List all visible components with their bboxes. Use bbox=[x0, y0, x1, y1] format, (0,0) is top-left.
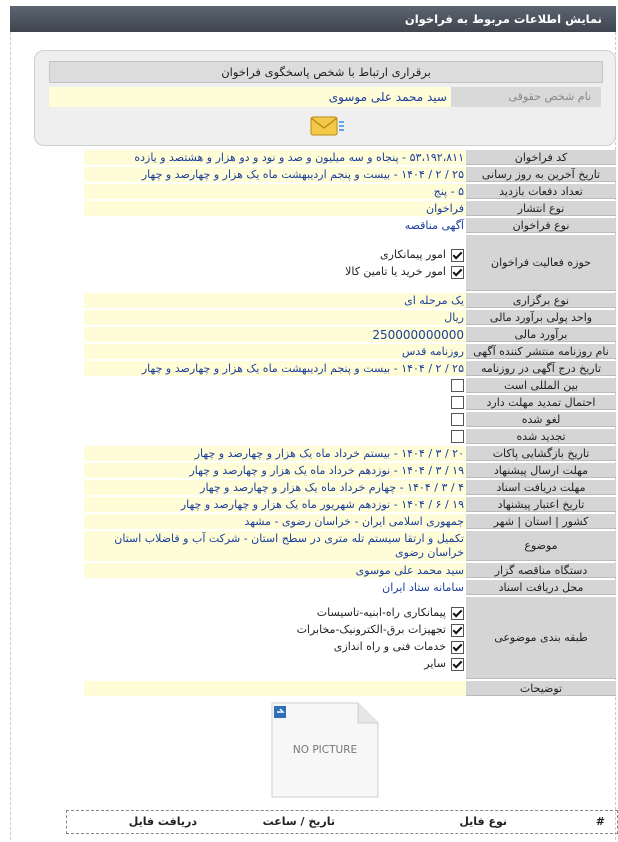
category-item bbox=[84, 621, 464, 638]
label-location: کشور | استان | شهر bbox=[466, 514, 616, 529]
value-notes bbox=[84, 681, 466, 696]
row-hold-type bbox=[84, 293, 616, 308]
mail-icon[interactable] bbox=[309, 113, 345, 142]
contact-panel bbox=[34, 50, 616, 146]
row-subject bbox=[84, 531, 616, 561]
value-newspaper: روزنامه قدس bbox=[84, 344, 466, 359]
value-cancel bbox=[84, 412, 466, 427]
contact-value-text: سید محمد علی موسوی bbox=[328, 90, 447, 104]
contact-label-text: نام شخص حقوقی bbox=[508, 90, 591, 103]
row-doc-deadline bbox=[84, 480, 616, 495]
label-doc-place: محل دریافت اسناد bbox=[466, 580, 616, 595]
label-last-update: تاریخ آخرین به روز رسانی bbox=[466, 167, 616, 182]
value-news-date: ۲۵ / ۲ / ۱۴۰۴ - بیست و پنجم اردیبهشت ماه یک هزار و چهارصد و چهار bbox=[84, 361, 466, 376]
value-validity: ۱۹ / ۶ / ۱۴۰۴ - نوزدهم شهریور ماه یک هزار و چهارصد و چهار bbox=[84, 497, 466, 512]
row-category bbox=[84, 597, 616, 679]
row-last-update bbox=[84, 167, 616, 182]
label-cancel: لغو شده bbox=[466, 412, 616, 427]
value-currency: ریال bbox=[84, 310, 466, 325]
label-category: طبقه بندی موضوعی bbox=[466, 597, 616, 679]
label-code: کد فراخوان bbox=[466, 150, 616, 165]
label-pub-type: نوع انتشار bbox=[466, 201, 616, 216]
label-scope: حوزه فعالیت فراخوان bbox=[466, 235, 616, 291]
label-renew: تجدید شده bbox=[466, 429, 616, 444]
scope-item bbox=[84, 263, 464, 280]
row-call-type bbox=[84, 218, 616, 233]
row-validity bbox=[84, 497, 616, 512]
value-extend bbox=[84, 395, 466, 410]
label-newspaper: نام روزنامه منتشر کننده آگهی bbox=[466, 344, 616, 359]
category-item bbox=[84, 604, 464, 621]
cancel-checkbox[interactable] bbox=[451, 413, 464, 426]
row-code bbox=[84, 150, 616, 165]
value-code: ۵۳،۱۹۲،۸۱۱ - پنجاه و سه میلیون و صد و نود و دو هزار و هشتصد و یازده bbox=[84, 150, 466, 165]
category-item-label: پیمانکاری راه-ابنیه-تاسیسات bbox=[316, 606, 446, 619]
label-intl: بین المللی است bbox=[466, 378, 616, 393]
value-doc-place: سامانه ستاد ایران bbox=[84, 580, 466, 595]
page-title-bar bbox=[10, 6, 616, 32]
col-date-time: تاریخ / ساعت bbox=[262, 815, 335, 828]
row-intl bbox=[84, 378, 616, 393]
value-organizer: سید محمد علی موسوی bbox=[84, 563, 466, 578]
category-item bbox=[84, 638, 464, 655]
category-item-label: تجهیزات برق-الکترونیک-مخابرات bbox=[296, 623, 446, 636]
value-location: جمهوری اسلامی ایران - خراسان رضوی - مشهد bbox=[84, 514, 466, 529]
contact-heading: برقراری ارتباط با شخص پاسخگوی فراخوان bbox=[49, 61, 603, 83]
row-organizer bbox=[84, 563, 616, 578]
value-renew bbox=[84, 429, 466, 444]
call-info-table bbox=[84, 148, 616, 698]
category-item-label: سایر bbox=[424, 657, 446, 670]
value-send-deadline: ۱۹ / ۳ / ۱۴۰۴ - نوزدهم خرداد ماه یک هزار و چهارصد و چهار bbox=[84, 463, 466, 478]
category-checkbox[interactable] bbox=[451, 658, 464, 671]
category-item-label: خدمات فنی و راه اندازی bbox=[333, 640, 446, 653]
row-news-date bbox=[84, 361, 616, 376]
label-doc-deadline: مهلت دریافت اسناد bbox=[466, 480, 616, 495]
scope-item bbox=[84, 246, 464, 263]
row-visits bbox=[84, 184, 616, 199]
category-checkbox[interactable] bbox=[451, 641, 464, 654]
label-call-type: نوع فراخوان bbox=[466, 218, 616, 233]
label-currency: واحد پولی برآورد مالی bbox=[466, 310, 616, 325]
row-renew bbox=[84, 429, 616, 444]
value-doc-deadline: ۴ / ۳ / ۱۴۰۴ - چهارم خرداد ماه یک هزار و چهارصد و چهار bbox=[84, 480, 466, 495]
row-newspaper bbox=[84, 344, 616, 359]
label-organizer: دستگاه مناقصه گزار bbox=[466, 563, 616, 578]
label-hold-type: نوع برگزاری bbox=[466, 293, 616, 308]
label-validity: تاریخ اعتبار پیشنهاد bbox=[466, 497, 616, 512]
files-table-header bbox=[66, 810, 618, 834]
renew-checkbox[interactable] bbox=[451, 430, 464, 443]
scope-checkbox[interactable] bbox=[451, 266, 464, 279]
value-category bbox=[84, 597, 466, 679]
scope-item-label: امور خرید یا تامین کالا bbox=[345, 265, 446, 278]
row-pub-type bbox=[84, 201, 616, 216]
row-send-deadline bbox=[84, 463, 616, 478]
value-last-update: ۲۵ / ۲ / ۱۴۰۴ - بیست و پنجم اردیبهشت ماه یک هزار و چهارصد و چهار bbox=[84, 167, 466, 182]
extend-checkbox[interactable] bbox=[451, 396, 464, 409]
label-subject: موضوع bbox=[466, 531, 616, 561]
row-doc-place bbox=[84, 580, 616, 595]
scope-item-label: امور پیمانکاری bbox=[380, 248, 446, 261]
value-open-date: ۲۰ / ۳ / ۱۴۰۴ - بیستم خرداد ماه یک هزار و چهارصد و چهار bbox=[84, 446, 466, 461]
category-item bbox=[84, 655, 464, 672]
label-estimate: برآورد مالی bbox=[466, 327, 616, 342]
value-visits: ۵ - پنج bbox=[84, 184, 466, 199]
value-subject: تکمیل و ارتقا سیستم تله متری در سطح استان - شرکت آب و فاضلاب استان خراسان رضوی bbox=[84, 531, 466, 561]
no-picture-placeholder bbox=[270, 702, 380, 798]
col-file-type: نوع فایل bbox=[459, 815, 507, 828]
value-pub-type: فراخوان bbox=[84, 201, 466, 216]
row-open-date bbox=[84, 446, 616, 461]
contact-row bbox=[49, 87, 601, 107]
row-notes bbox=[84, 681, 616, 696]
row-location bbox=[84, 514, 616, 529]
label-send-deadline: مهلت ارسال پیشنهاد bbox=[466, 463, 616, 478]
no-picture-text: NO PICTURE bbox=[292, 744, 358, 756]
value-hold-type: یک مرحله ای bbox=[84, 293, 466, 308]
label-news-date: تاریخ درج آگهی در روزنامه bbox=[466, 361, 616, 376]
row-extend bbox=[84, 395, 616, 410]
row-estimate bbox=[84, 327, 616, 342]
col-number: # bbox=[595, 815, 605, 828]
value-intl bbox=[84, 378, 466, 393]
value-scope bbox=[84, 235, 466, 291]
col-download: دریافت فایل bbox=[128, 815, 197, 828]
label-extend: احتمال تمدید مهلت دارد bbox=[466, 395, 616, 410]
label-open-date: تاریخ بازگشایی پاکات bbox=[466, 446, 616, 461]
category-checkbox[interactable] bbox=[451, 607, 464, 620]
value-estimate: 250000000000 bbox=[84, 327, 466, 342]
category-checkbox[interactable] bbox=[451, 624, 464, 637]
row-cancel bbox=[84, 412, 616, 427]
contact-label bbox=[451, 87, 601, 107]
intl-checkbox[interactable] bbox=[451, 379, 464, 392]
row-scope bbox=[84, 235, 616, 291]
label-notes: توضیحات bbox=[466, 681, 616, 696]
scope-checkbox[interactable] bbox=[451, 249, 464, 262]
label-visits: تعداد دفعات بازدید bbox=[466, 184, 616, 199]
value-call-type: آگهی مناقصه bbox=[84, 218, 466, 233]
contact-value bbox=[49, 87, 451, 107]
page-title: نمایش اطلاعات مربوط به فراخوان bbox=[404, 12, 602, 26]
row-currency bbox=[84, 310, 616, 325]
